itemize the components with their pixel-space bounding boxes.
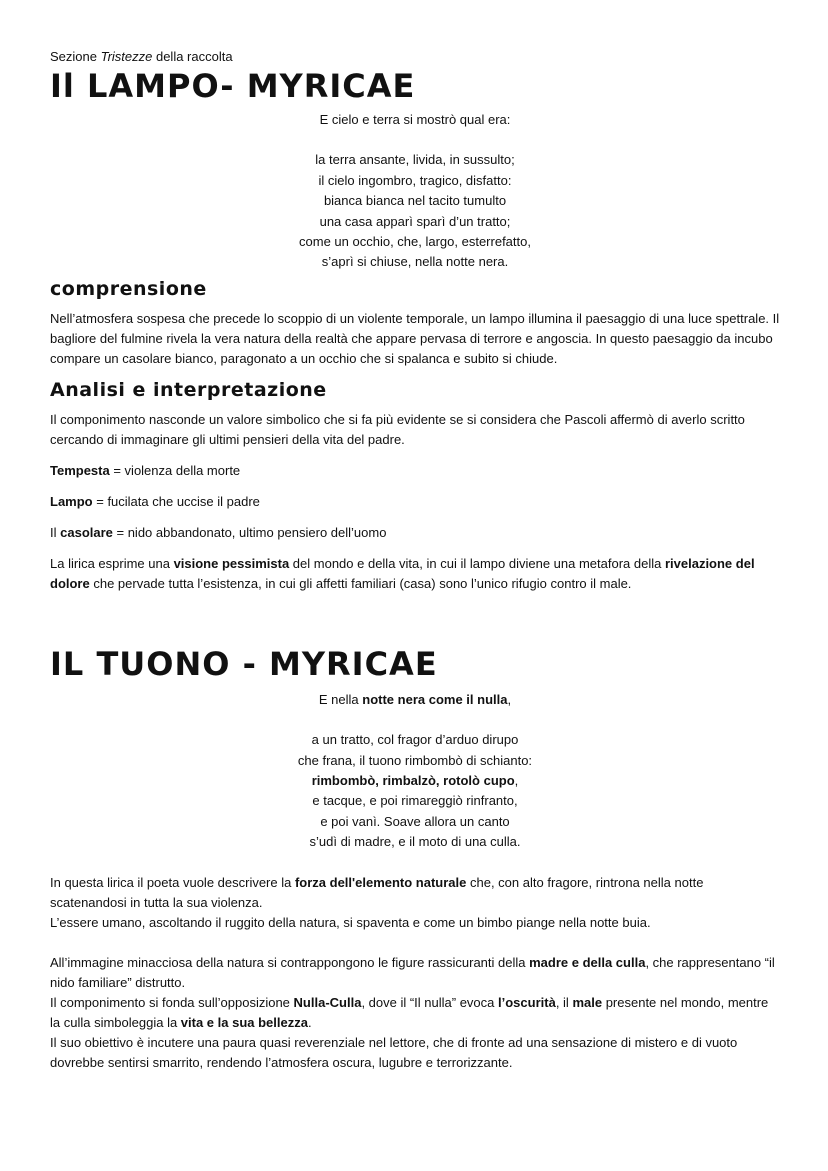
text-run: La lirica esprime una <box>50 555 174 571</box>
text-run: presente nel mondo, mentre la culla simboleggia la <box>50 994 769 1030</box>
poem-line: e tacque, e poi rimareggiò rinfranto, <box>312 793 518 809</box>
poem-line: che frana, il tuono rimbombò di schianto: <box>297 752 533 768</box>
bold-run: visione pessimista <box>173 555 290 571</box>
tuono-title: IL TUONO - MYRICAE <box>50 644 438 683</box>
poem-blank <box>50 130 780 150</box>
tempesta-value: = violenza della morte <box>109 462 241 478</box>
bold-run: Nulla-Culla <box>293 994 362 1010</box>
poem-line: bianca bianca nel tacito tumulto <box>323 193 507 209</box>
casolare-line <box>50 523 780 543</box>
tuono-paragraph-2 <box>50 953 780 1073</box>
bold-run: rimbombò, rimbalzò, rotolò cupo <box>311 773 515 789</box>
lampo-poem <box>50 110 780 273</box>
casolare-prefix: Il <box>50 524 61 540</box>
tempesta-line <box>50 461 780 481</box>
document-page <box>50 48 780 1073</box>
text-run: che, con alto fragore, rintrona nella notte scatenandosi in tutta la sua violenza. <box>50 874 704 910</box>
poem-line: s’aprì si chiuse, nella notte nera. <box>321 254 509 270</box>
text-run: L’essere umano, ascoltando il ruggito della natura, si spaventa e come un bimbo piange nella notte buia. <box>50 914 651 930</box>
text-run: , che rappresentano “il nido familiare” distrutto. <box>50 954 775 990</box>
comprensione-heading: comprensione <box>50 277 207 300</box>
text-run: , il <box>555 994 573 1010</box>
text-run: All’immagine minacciosa della natura si contrappongono le figure rassicuranti della <box>50 954 530 970</box>
bold-run: forza dell'elemento naturale <box>294 874 467 890</box>
text-run: . <box>307 1014 312 1030</box>
casolare-key: casolare <box>60 524 113 540</box>
text-run: In questa lirica il poeta vuole descrivere la <box>50 874 295 890</box>
poem-line: una casa apparì sparì d’un tratto; <box>319 213 511 229</box>
text-run: E nella <box>318 691 363 707</box>
text-run: , <box>514 773 519 789</box>
poem-line: e poi vanì. Soave allora un canto <box>320 813 510 829</box>
bold-run: male <box>572 994 603 1010</box>
intro-prefix: Sezione <box>50 49 101 64</box>
intro-suffix: della raccolta <box>152 49 233 64</box>
bold-run: notte nera come il nulla <box>362 691 508 707</box>
lirica-paragraph <box>50 554 780 594</box>
bold-run: madre e della culla <box>529 954 646 970</box>
poem-line: s’udì di madre, e il moto di una culla. <box>309 834 521 850</box>
lampo-key: Lampo <box>50 493 93 509</box>
tuono-paragraph-1 <box>50 873 780 933</box>
text-run: del mondo e della vita, in cui il lampo diviene una metafora della <box>289 555 665 571</box>
poem-line <box>50 690 780 710</box>
casolare-value: = nido abbandonato, ultimo pensiero dell’uomo <box>112 524 387 540</box>
poem-blank <box>50 710 780 730</box>
intro-line <box>50 48 780 66</box>
text-run: , dove il “Il nulla” evoca <box>361 994 499 1010</box>
lampo-line <box>50 492 780 512</box>
poem-line <box>50 771 780 791</box>
intro-italic: Tristezze <box>100 49 153 64</box>
poem-line: come un occhio, che, largo, esterrefatto, <box>299 234 531 250</box>
poem-line: E cielo e terra si mostrò qual era: <box>319 112 511 127</box>
bold-run: l’oscurità <box>498 994 556 1010</box>
tuono-poem <box>50 690 780 853</box>
tempesta-key: Tempesta <box>50 462 110 478</box>
poem-line: il cielo ingombro, tragico, disfatto: <box>318 172 512 188</box>
text-run: che pervade tutta l’esistenza, in cui gli affetti familiari (casa) sono l’unico rifugio contro il male. <box>89 575 632 591</box>
comprensione-paragraph: Nell’atmosfera sospesa che precede lo scoppio di un violente temporale, un lampo illumina il paesaggio di una luce spettrale. Il bagliore del fulmine rivela la vera natura della realtà che appare pervasa di terrore e angoscia. In questo paesaggio da incubo compare un casolare bianco, paragonato a un occhio che si spalanca e subito si chiude. <box>50 310 780 366</box>
lampo-title: Il LAMPO- MYRICAE <box>50 67 416 105</box>
text-run: Il suo obiettivo è incutere una paura quasi reverenziale nel lettore, che di fronte ad una sensazione di mistero e di vuoto dovrebbe sentirsi smarrito, rendendo l’atmosfera oscura, lugubre e terrorizzante. <box>50 1034 738 1070</box>
poem-line: la terra ansante, livida, in sussulto; <box>315 152 515 168</box>
poem-line: a un tratto, col fragor d’arduo dirupo <box>311 732 519 748</box>
text-run: , <box>507 691 512 707</box>
analisi-heading: Analisi e interpretazione <box>50 378 327 401</box>
bold-run: rivelazione del dolore <box>50 555 755 591</box>
analisi-paragraph: Il componimento nasconde un valore simbolico che si fa più evidente se si considera che Pascoli affermò di averlo scritto cercando di immaginare gli ultimi pensieri della vita del padre. <box>50 411 745 447</box>
text-run: Il componimento si fonda sull’opposizione <box>50 994 294 1010</box>
lampo-value: = fucilata che uccise il padre <box>92 493 260 509</box>
bold-run: vita e la sua bellezza <box>180 1014 308 1030</box>
